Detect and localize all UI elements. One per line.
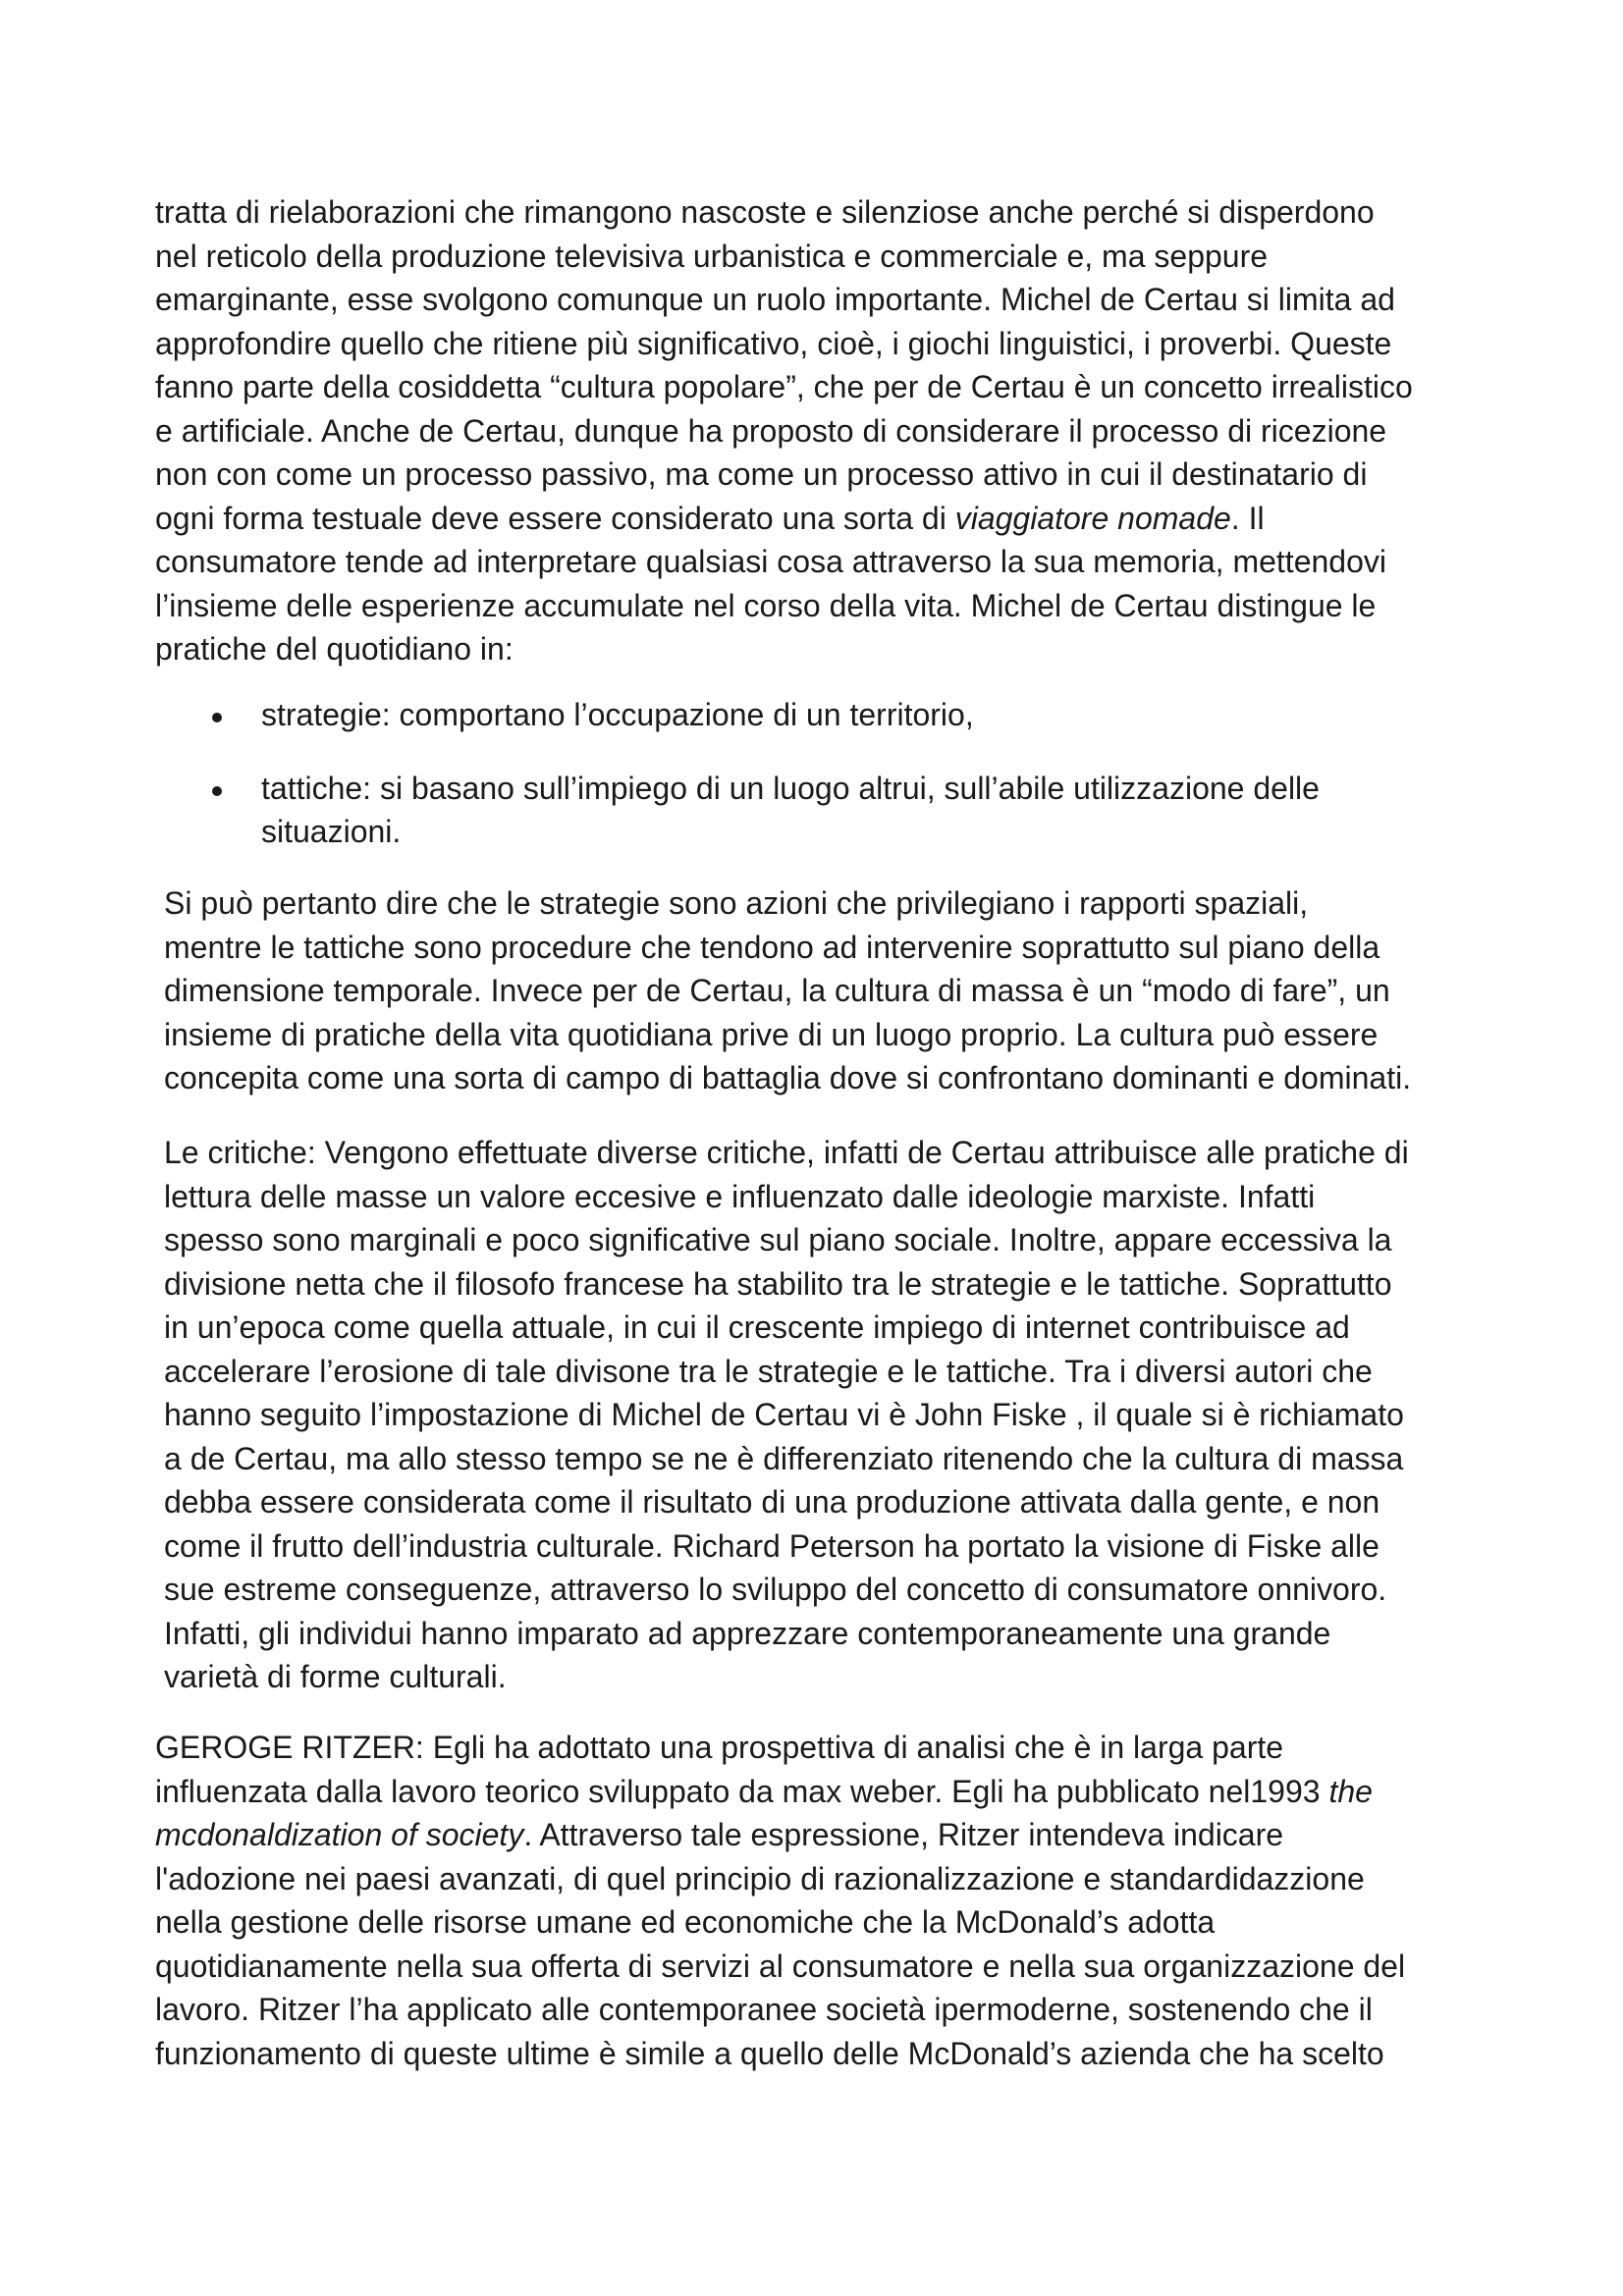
- text-line: approfondire quello che ritiene più significativo, cioè, i giochi linguistici, i proverbi. Queste: [155, 325, 1392, 361]
- italic-book-title: mcdonaldization of society: [155, 1817, 524, 1852]
- list-item-strategie: [155, 693, 1320, 737]
- text-line: l'adozione nei paesi avanzati, di quel principio di razionalizzazione e standardidazzione: [155, 1860, 1365, 1896]
- text-segment: influenzata dalla lavoro teorico sviluppato da max weber. Egli ha pubblicato nel1993: [155, 1773, 1329, 1809]
- text-line: l’insieme delle esperienze accumulate nel corso della vita. Michel de Certau distingue le: [155, 587, 1377, 623]
- text-line: fanno parte della cosiddetta “cultura popolare”, che per de Certau è un concetto irrealistico: [155, 369, 1413, 404]
- paragraph-de-certau-reception: [155, 190, 1413, 671]
- text-line: emarginante, esse svolgono comunque un ruolo importante. Michel de Certau si limita ad: [155, 282, 1395, 317]
- text-line: strategie: comportano l’occupazione di un territorio,: [261, 697, 974, 732]
- text-line: situazioni.: [261, 814, 402, 849]
- text-line: concepita come una sorta di campo di battaglia dove si confrontano dominanti e dominati.: [164, 1060, 1412, 1095]
- text-line: quotidianamente nella sua offerta di servizi al consumatore e nella sua organizzazione del: [155, 1948, 1406, 1984]
- text-line: Si può pertanto dire che le strategie sono azioni che privilegiano i rapporti spaziali,: [164, 885, 1309, 921]
- paragraph-strategie-tattiche: [164, 881, 1411, 1100]
- text-line: lettura delle masse un valore eccesive e influenzato dalle ideologie marxiste. Infatti: [164, 1178, 1316, 1214]
- bullet-icon: [212, 786, 222, 796]
- text-line: insieme di pratiche della vita quotidiana prive di un luogo proprio. La cultura può essere: [164, 1016, 1379, 1052]
- text-line: GEROGE RITZER: Egli ha adottato una prospettiva di analisi che è in larga parte: [155, 1730, 1284, 1765]
- text-line: Le critiche: Vengono effettuate diverse critiche, infatti de Certau attribuisce alle pratiche di: [164, 1135, 1409, 1170]
- text-line: non con come un processo passivo, ma come un processo attivo in cui il destinatario di: [155, 456, 1368, 492]
- paragraph-ritzer: [155, 1726, 1405, 2075]
- text-line: [155, 1770, 1405, 1814]
- text-line: nella gestione delle risorse umane ed economiche che la McDonald’s adotta: [155, 1904, 1216, 1940]
- text-line: hanno seguito l’impostazione di Michel de Certau vi è John Fiske , il quale si è richiamato: [164, 1397, 1404, 1432]
- list-item-tattiche: [155, 767, 1320, 854]
- text-line: sue estreme conseguenze, attraverso lo sviluppo del concetto di consumatore onnivoro.: [164, 1572, 1387, 1607]
- text-line: a de Certau, ma allo stesso tempo se ne è differenziato ritenendo che la cultura di massa: [164, 1440, 1404, 1476]
- italic-book-title: the: [1328, 1773, 1373, 1809]
- paragraph-le-critiche: [164, 1131, 1409, 1699]
- text-line: in un’epoca come quella attuale, in cui il crescente impiego di internet contribuisce ad: [164, 1309, 1350, 1345]
- text-segment: . Il: [1230, 500, 1265, 536]
- text-line: pratiche del quotidiano in:: [155, 631, 514, 667]
- text-line: mentre le tattiche sono procedure che tendono ad intervenire soprattutto sul piano della: [164, 929, 1380, 965]
- text-line: lavoro. Ritzer l’ha applicato alle contemporanee società ipermoderne, sostenendo che il: [155, 1992, 1373, 2027]
- text-line: debba essere considerata come il risultato di una produzione attivata dalla gente, e non: [164, 1484, 1380, 1520]
- text-line: varietà di forme culturali.: [164, 1659, 507, 1694]
- text-line: accelerare l’erosione di tale divisone tra le strategie e le tattiche. Tra i diversi autori che: [164, 1353, 1373, 1389]
- text-line: spesso sono marginali e poco significative sul piano sociale. Inoltre, appare eccessiva la: [164, 1222, 1392, 1257]
- text-line: divisione netta che il filosofo francese ha stabilito tra le strategie e le tattiche. Soprattutto: [164, 1265, 1392, 1302]
- text-line: consumatore tende ad interpretare qualsiasi cosa attraverso la sua memoria, mettendovi: [155, 544, 1386, 579]
- text-line: [155, 1813, 1405, 1857]
- italic-term-viaggiatore-nomade: viaggiatore nomade: [954, 500, 1231, 536]
- text-line: tratta di rielaborazioni che rimangono nascoste e silenziose anche perché si disperdono: [155, 194, 1375, 230]
- text-line: tattiche: si basano sull’impiego di un luogo altrui, sull’abile utilizzazione delle: [261, 770, 1320, 806]
- text-segment: ogni forma testuale deve essere considerato una sorta di: [155, 500, 955, 536]
- text-line: dimensione temporale. Invece per de Certau, la cultura di massa è un “modo di fare”, un: [164, 973, 1390, 1008]
- text-line: funzionamento di queste ultime è simile a quello delle McDonald’s azienda che ha scelto: [155, 2035, 1384, 2071]
- bullet-icon: [212, 713, 222, 722]
- text-segment: . Attraverso tale espressione, Ritzer intendeva indicare: [523, 1817, 1284, 1852]
- bullet-list: [155, 693, 1320, 854]
- text-line: e artificiale. Anche de Certau, dunque ha proposto di considerare il processo di ricezione: [155, 412, 1387, 449]
- text-line: nel reticolo della produzione televisiva urbanistica e commerciale e, ma seppure: [155, 238, 1269, 274]
- text-line: Infatti, gli individui hanno imparato ad apprezzare contemporaneamente una grande: [164, 1615, 1331, 1651]
- text-line: [155, 497, 1413, 541]
- text-line: come il frutto dell’industria culturale. Richard Peterson ha portato la visione di Fiske alle: [164, 1527, 1380, 1564]
